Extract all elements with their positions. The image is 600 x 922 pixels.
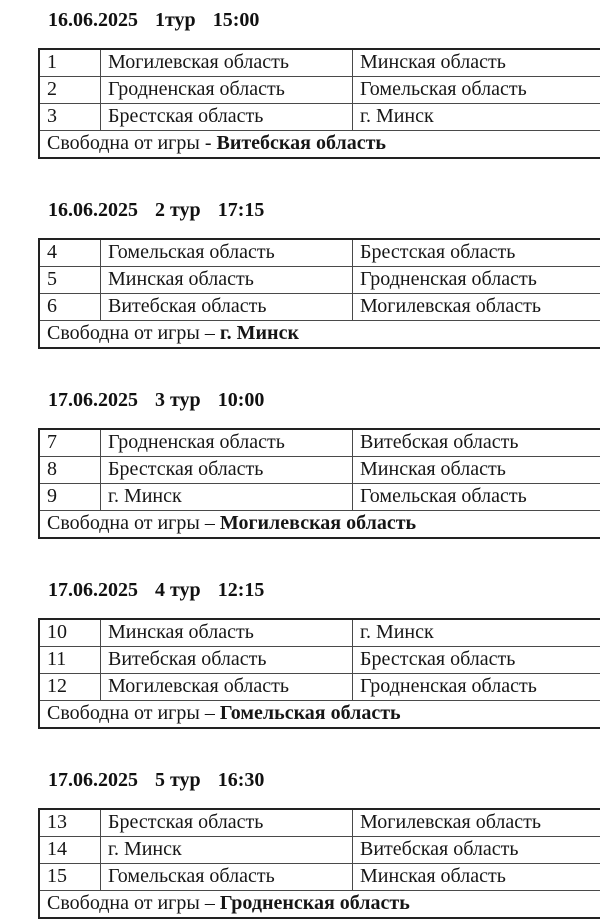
round-header (48, 770, 600, 791)
match-row (39, 294, 600, 321)
match-row (39, 864, 600, 891)
bye-row (39, 891, 600, 919)
pairings-table-round-3 (38, 428, 600, 539)
home-team-cell: Гомельская область (101, 239, 353, 267)
home-team-cell: Гродненская область (101, 77, 353, 104)
home-team-cell: Минская область (101, 619, 353, 647)
match-number: 10 (39, 619, 101, 647)
home-team-cell: Минская область (101, 267, 353, 294)
round-tour-label: 4 тур (155, 579, 201, 601)
round-header (48, 390, 600, 411)
away-team-cell: Витебская область (353, 837, 600, 864)
match-row (39, 457, 600, 484)
round-tour-label: 5 тур (155, 769, 201, 791)
bye-label: Свободна от игры – (47, 702, 220, 724)
home-team-cell: Могилевская область (101, 674, 353, 701)
away-team-cell: Гомельская область (353, 77, 600, 104)
away-team-cell: Минская область (353, 49, 600, 77)
home-team-cell: Брестская область (101, 457, 353, 484)
away-team-cell: Брестская область (353, 647, 600, 674)
round-tour-label: 1тур (155, 9, 196, 31)
match-number: 13 (39, 809, 101, 837)
round-date: 16.06.2025 (48, 199, 138, 221)
round-2-section (38, 200, 600, 349)
bye-label: Свободна от игры - (47, 132, 217, 154)
away-team-cell: Гродненская область (353, 267, 600, 294)
bye-team: г. Минск (219, 322, 299, 344)
bye-label: Свободна от игры – (47, 892, 220, 914)
bye-cell (39, 511, 600, 539)
away-team-cell: Могилевская область (353, 294, 600, 321)
away-team-cell: Минская область (353, 864, 600, 891)
match-number: 5 (39, 267, 101, 294)
pairings-table-round-5 (38, 808, 600, 919)
match-number: 9 (39, 484, 101, 511)
round-header (48, 580, 600, 601)
round-time: 16:30 (217, 769, 265, 791)
match-row (39, 49, 600, 77)
home-team-cell: Гродненская область (101, 429, 353, 457)
round-tour-label: 2 тур (155, 199, 201, 221)
round-time: 10:00 (217, 389, 265, 411)
away-team-cell: Гродненская область (353, 674, 600, 701)
bye-row (39, 321, 600, 349)
bye-cell (39, 891, 600, 919)
round-time: 17:15 (217, 199, 265, 221)
bye-row (39, 511, 600, 539)
bye-label: Свободна от игры – (47, 512, 220, 534)
bye-row (39, 131, 600, 159)
match-number: 4 (39, 239, 101, 267)
match-row (39, 104, 600, 131)
match-row (39, 484, 600, 511)
round-header (48, 10, 600, 31)
round-3-section (38, 390, 600, 539)
home-team-cell: Брестская область (101, 104, 353, 131)
match-number: 12 (39, 674, 101, 701)
bye-label: Свободна от игры – (47, 322, 220, 344)
bye-cell (39, 701, 600, 729)
away-team-cell: г. Минск (353, 104, 600, 131)
pairings-table-round-1 (38, 48, 600, 159)
match-number: 8 (39, 457, 101, 484)
match-number: 14 (39, 837, 101, 864)
bye-team: Гродненская область (219, 892, 410, 914)
round-header (48, 200, 600, 221)
round-4-section (38, 580, 600, 729)
home-team-cell: Гомельская область (101, 864, 353, 891)
round-time: 12:15 (217, 579, 265, 601)
match-number: 3 (39, 104, 101, 131)
round-date: 17.06.2025 (48, 389, 138, 411)
match-number: 7 (39, 429, 101, 457)
match-row (39, 674, 600, 701)
bye-team: Витебская область (216, 132, 386, 154)
away-team-cell: г. Минск (353, 619, 600, 647)
away-team-cell: Брестская область (353, 239, 600, 267)
away-team-cell: Могилевская область (353, 809, 600, 837)
bye-team: Гомельская область (219, 702, 401, 724)
match-row (39, 239, 600, 267)
round-date: 17.06.2025 (48, 769, 138, 791)
round-tour-label: 3 тур (155, 389, 201, 411)
bye-team: Могилевская область (219, 512, 417, 534)
match-row (39, 77, 600, 104)
match-row (39, 837, 600, 864)
pairings-table-round-2 (38, 238, 600, 349)
match-row (39, 647, 600, 674)
away-team-cell: Минская область (353, 457, 600, 484)
home-team-cell: Витебская область (101, 647, 353, 674)
bye-cell (39, 321, 600, 349)
match-number: 15 (39, 864, 101, 891)
bye-cell (39, 131, 600, 159)
round-5-section (38, 770, 600, 919)
match-row (39, 619, 600, 647)
round-1-section (38, 10, 600, 159)
round-date: 16.06.2025 (48, 9, 138, 31)
round-time: 15:00 (212, 9, 260, 31)
match-number: 6 (39, 294, 101, 321)
home-team-cell: г. Минск (101, 484, 353, 511)
home-team-cell: Могилевская область (101, 49, 353, 77)
round-date: 17.06.2025 (48, 579, 138, 601)
home-team-cell: Брестская область (101, 809, 353, 837)
away-team-cell: Витебская область (353, 429, 600, 457)
match-row (39, 809, 600, 837)
home-team-cell: г. Минск (101, 837, 353, 864)
away-team-cell: Гомельская область (353, 484, 600, 511)
match-number: 11 (39, 647, 101, 674)
pairings-table-round-4 (38, 618, 600, 729)
match-row (39, 267, 600, 294)
bye-row (39, 701, 600, 729)
match-number: 2 (39, 77, 101, 104)
home-team-cell: Витебская область (101, 294, 353, 321)
match-row (39, 429, 600, 457)
match-number: 1 (39, 49, 101, 77)
